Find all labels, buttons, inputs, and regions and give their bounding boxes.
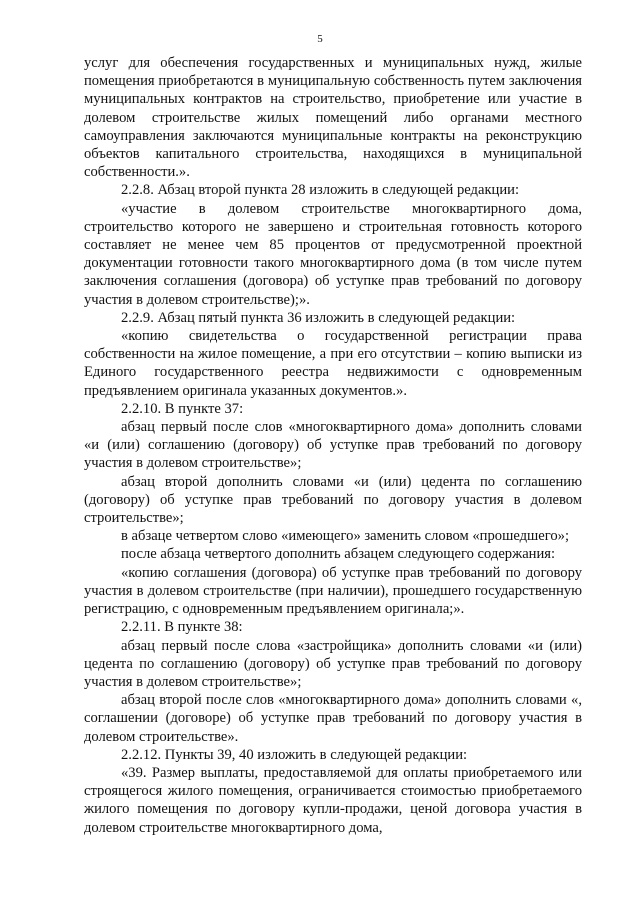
paragraph: 2.2.12. Пункты 39, 40 изложить в следующей редакции: <box>121 746 468 763</box>
paragraph: «копию свидетельства о государственной регистрации права собственности на жилое помещение, а при его отсутствии – копию выписки из Единого государственного реестра недвижимости с одновременным предъявлением оригинала указанных документов.». <box>84 328 582 399</box>
paragraph: 2.2.11. В пункте 38: <box>121 619 243 636</box>
document-body <box>84 54 582 837</box>
paragraph: абзац первый после слова «застройщика» дополнить словами «и (или) цедента по соглашению (договору) об уступке прав требований по договору участия в долевом строительстве»; <box>84 637 582 690</box>
paragraph: «участие в долевом строительстве многоквартирного дома, строительство которого не завершено и строительная готовность которого составляет не менее чем 85 процентов от предусмотренной проектной документации готовности такого многоквартирного дома (в том числе путем заключения соглашения (договора) об уступке прав требований по договору участия в долевом строительстве);». <box>84 200 582 308</box>
page-number: 5 <box>317 33 323 45</box>
paragraph: в абзаце четвертом слово «имеющего» заменить словом «прошедшего»; <box>121 528 570 545</box>
paragraph: абзац первый после слов «многоквартирного дома» дополнить словами «и (или) соглашению (договору) об уступке прав требований по договору участия в долевом строительстве»; <box>84 419 582 472</box>
paragraph: после абзаца четвертого дополнить абзацем следующего содержания: <box>121 546 556 563</box>
paragraph: «копию соглашения (договора) об уступке прав требований по договору участия в долевом строительстве (при наличии), прошедшего государственную регистрацию, с одновременным предъявлением оригинала;». <box>84 564 582 618</box>
paragraph: 2.2.10. В пункте 37: <box>121 400 244 417</box>
paragraph: «39. Размер выплаты, предоставляемой для оплаты приобретаемого или строящегося жилого помещения, ограничивается стоимостью приобретаемого жилого помещения по договору купли-продажи, ценой договора участия в долевом строительстве многоквартирного дома, <box>84 764 582 836</box>
paragraph: абзац второй дополнить словами «и (или) цедента по соглашению (договору) об уступке прав требований по договору участия в долевом строительстве»; <box>84 473 582 527</box>
paragraph: услуг для обеспечения государственных и муниципальных нужд, жилые помещения приобретаются в муниципальную собственность путем заключения муниципальных контрактов на строительство, приобретение или участие в долевом строительстве жилых помещений либо органами местного самоуправления заключаются муниципальные контракты на реконструкцию объектов капитального строительства, находящихся в муниципальной собственности.». <box>84 55 582 181</box>
paragraph: абзац второй после слов «многоквартирного дома» дополнить словами «, соглашении (договоре) об уступке прав требований по договору участия в долевом строительстве». <box>84 692 582 745</box>
paragraph: 2.2.9. Абзац пятый пункта 36 изложить в следующей редакции: <box>121 309 516 326</box>
paragraph: 2.2.8. Абзац второй пункта 28 изложить в следующей редакции: <box>121 182 520 199</box>
